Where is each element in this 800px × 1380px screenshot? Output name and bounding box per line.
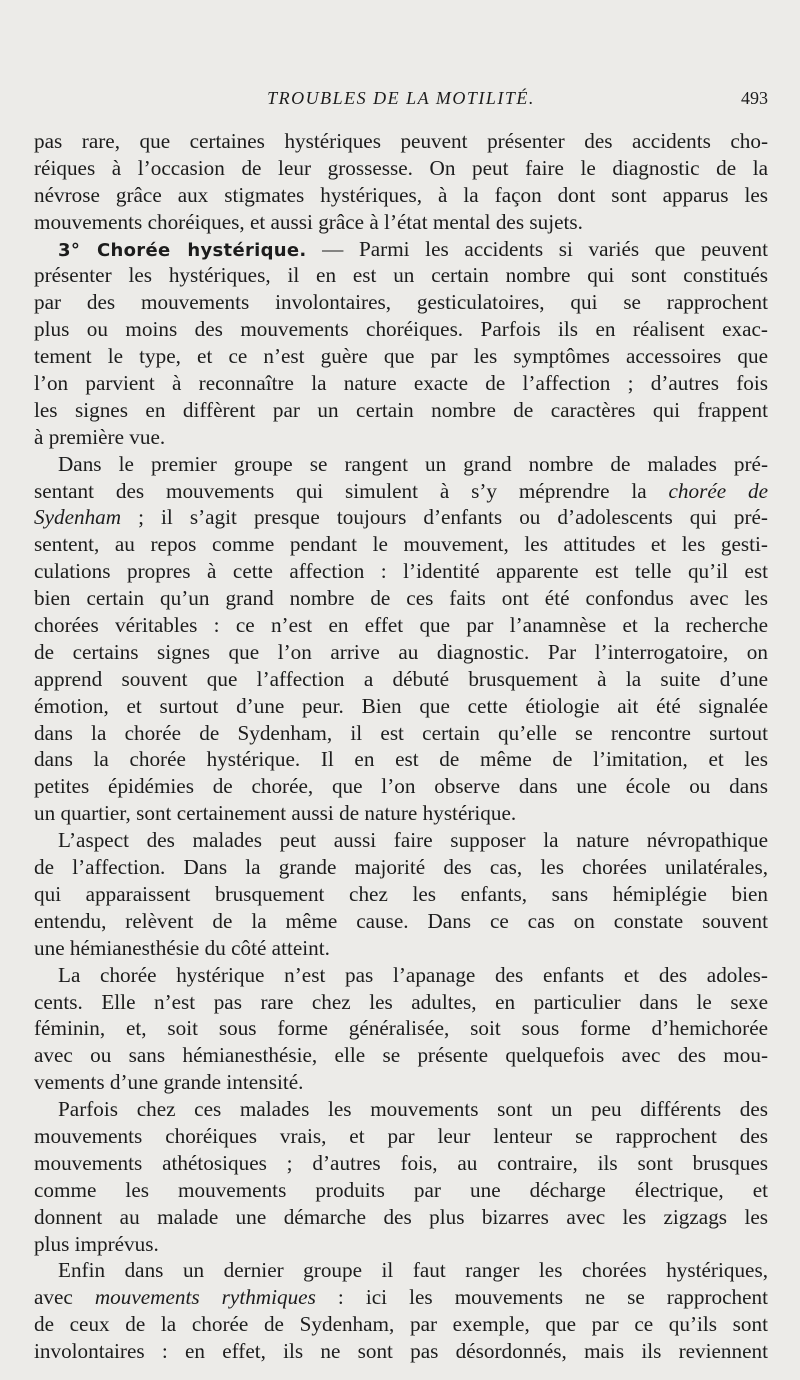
text-line: dans la chorée de Sydenham, il est certain qu’elle se rencontre surtout [34, 720, 768, 745]
text-line [34, 504, 768, 531]
page-number: 493 [741, 88, 768, 108]
text-line: réiques à l’occasion de leur grossesse. On peut faire le diagnostic de la [34, 155, 768, 180]
text-line: les signes en diffèrent par un certain nombre de caractères qui frappent [34, 397, 768, 422]
text-line: névrose grâce aux stigmates hystériques, à la façon dont sont apparus les [34, 182, 768, 207]
text-line: sentent, au repos comme pendant le mouvement, les attitudes et les gesti- [34, 532, 768, 557]
text-fragment: avec [34, 1285, 95, 1310]
italic-term: Sydenham [34, 505, 122, 530]
text-line: de ceux de la chorée de Sydenham, par exemple, que par ce qu’ils sont [34, 1312, 768, 1337]
running-title: TROUBLES DE LA MOTILITÉ. [267, 88, 535, 108]
page-header [34, 88, 768, 118]
text-line: comme les mouvements produits par une décharge électrique, et [34, 1177, 768, 1202]
text-line: petites épidémies de chorée, que l’on observe dans une école ou dans [34, 774, 768, 799]
text-line: tement le type, et ce n’est guère que par les symptômes accessoires que [34, 344, 768, 369]
text-line [34, 1284, 768, 1311]
text-line: culations propres à cette affection : l’identité apparente est telle qu’il est [34, 559, 768, 584]
text-line: apprend souvent que l’affection a débuté brusquement à la suite d’une [34, 666, 768, 691]
text-line: donnent au malade une démarche des plus bizarres avec les zigzags les [34, 1204, 768, 1229]
text-fragment: : ici les mouvements ne se rapprochent [315, 1285, 768, 1310]
text-line: par des mouvements involontaires, gesticulatoires, qui se rapprochent [34, 290, 768, 315]
text-line: émotion, et surtout d’une peur. Bien que cette étiologie ait été signalée [34, 693, 768, 718]
text-line: de l’affection. Dans la grande majorité des cas, les chorées unilatérales, [34, 855, 768, 880]
text-line: vements d’une grande intensité. [34, 1070, 304, 1095]
text-line: dans la chorée hystérique. Il en est de même de l’imitation, et les [34, 747, 768, 772]
text-fragment: sentant des mouvements qui simulent à s’y méprendre la [34, 478, 669, 503]
text-line: avec ou sans hémianesthésie, elle se présente quelquefois avec des mou- [34, 1043, 768, 1068]
body-text [34, 128, 768, 1365]
text-line: Enfin dans un dernier groupe il faut ranger les chorées hystériques, [58, 1258, 768, 1283]
text-line: cents. Elle n’est pas rare chez les adultes, en particulier dans le sexe [34, 989, 768, 1014]
italic-term: chorée de [668, 478, 768, 503]
text-line: l’on parvient à reconnaître la nature exacte de l’affection ; d’autres fois [34, 371, 768, 396]
text-line: plus ou moins des mouvements choréiques. Parfois ils en réalisent exac- [34, 317, 768, 342]
italic-term: mouvements rythmiques [94, 1285, 316, 1310]
text-line [34, 478, 768, 505]
text-line: L’aspect des malades peut aussi faire supposer la nature névropathique [58, 828, 768, 853]
section-heading: 3° Chorée hystérique. [58, 239, 307, 261]
text-line: chorées véritables : ce n’est en effet que par l’anamnèse et la recherche [34, 613, 768, 638]
text-line: mouvements athétosiques ; d’autres fois, au contraire, ils sont brusques [34, 1150, 768, 1175]
text-line: Parfois chez ces malades les mouvements sont un peu différents des [58, 1097, 768, 1122]
text-line: de certains signes que l’on arrive au diagnostic. Par l’interrogatoire, on [34, 639, 768, 664]
text-line: mouvements choréiques vrais, et par leur lenteur se rapprochent des [34, 1123, 768, 1148]
text-fragment: ; il s’agit presque toujours d’enfants ou d’adolescents qui pré- [121, 505, 768, 530]
text-line: bien certain qu’un grand nombre de ces faits ont été confondus avec les [34, 586, 768, 611]
text-line: féminin, et, soit sous forme généralisée, soit sous forme d’hemichorée [34, 1016, 768, 1041]
text-line: involontaires : en effet, ils ne sont pas désordonnés, mais ils reviennent [34, 1339, 768, 1364]
text-line: Dans le premier groupe se rangent un grand nombre de malades pré- [58, 451, 768, 476]
text-line: présenter les hystériques, il en est un certain nombre qui sont constitués [34, 263, 768, 288]
text-line: entendu, relèvent de la même cause. Dans ce cas on constate souvent [34, 908, 768, 933]
text-line: un quartier, sont certainement aussi de nature hystérique. [34, 801, 517, 826]
text-line [34, 236, 768, 263]
text-line: pas rare, que certaines hystériques peuvent présenter des accidents cho- [34, 129, 768, 153]
text-line: à première vue. [34, 424, 166, 449]
text-line: qui apparaissent brusquement chez les enfants, sans hémiplégie bien [34, 881, 768, 906]
text-line: une hémianesthésie du côté atteint. [34, 935, 330, 960]
text-fragment: — Parmi les accidents si variés que peuvent [306, 236, 768, 261]
text-line: La chorée hystérique n’est pas l’apanage des enfants et des adoles- [58, 962, 768, 987]
text-line: mouvements choréiques, et aussi grâce à l’état mental des sujets. [34, 209, 583, 234]
text-line: plus imprévus. [34, 1231, 159, 1256]
